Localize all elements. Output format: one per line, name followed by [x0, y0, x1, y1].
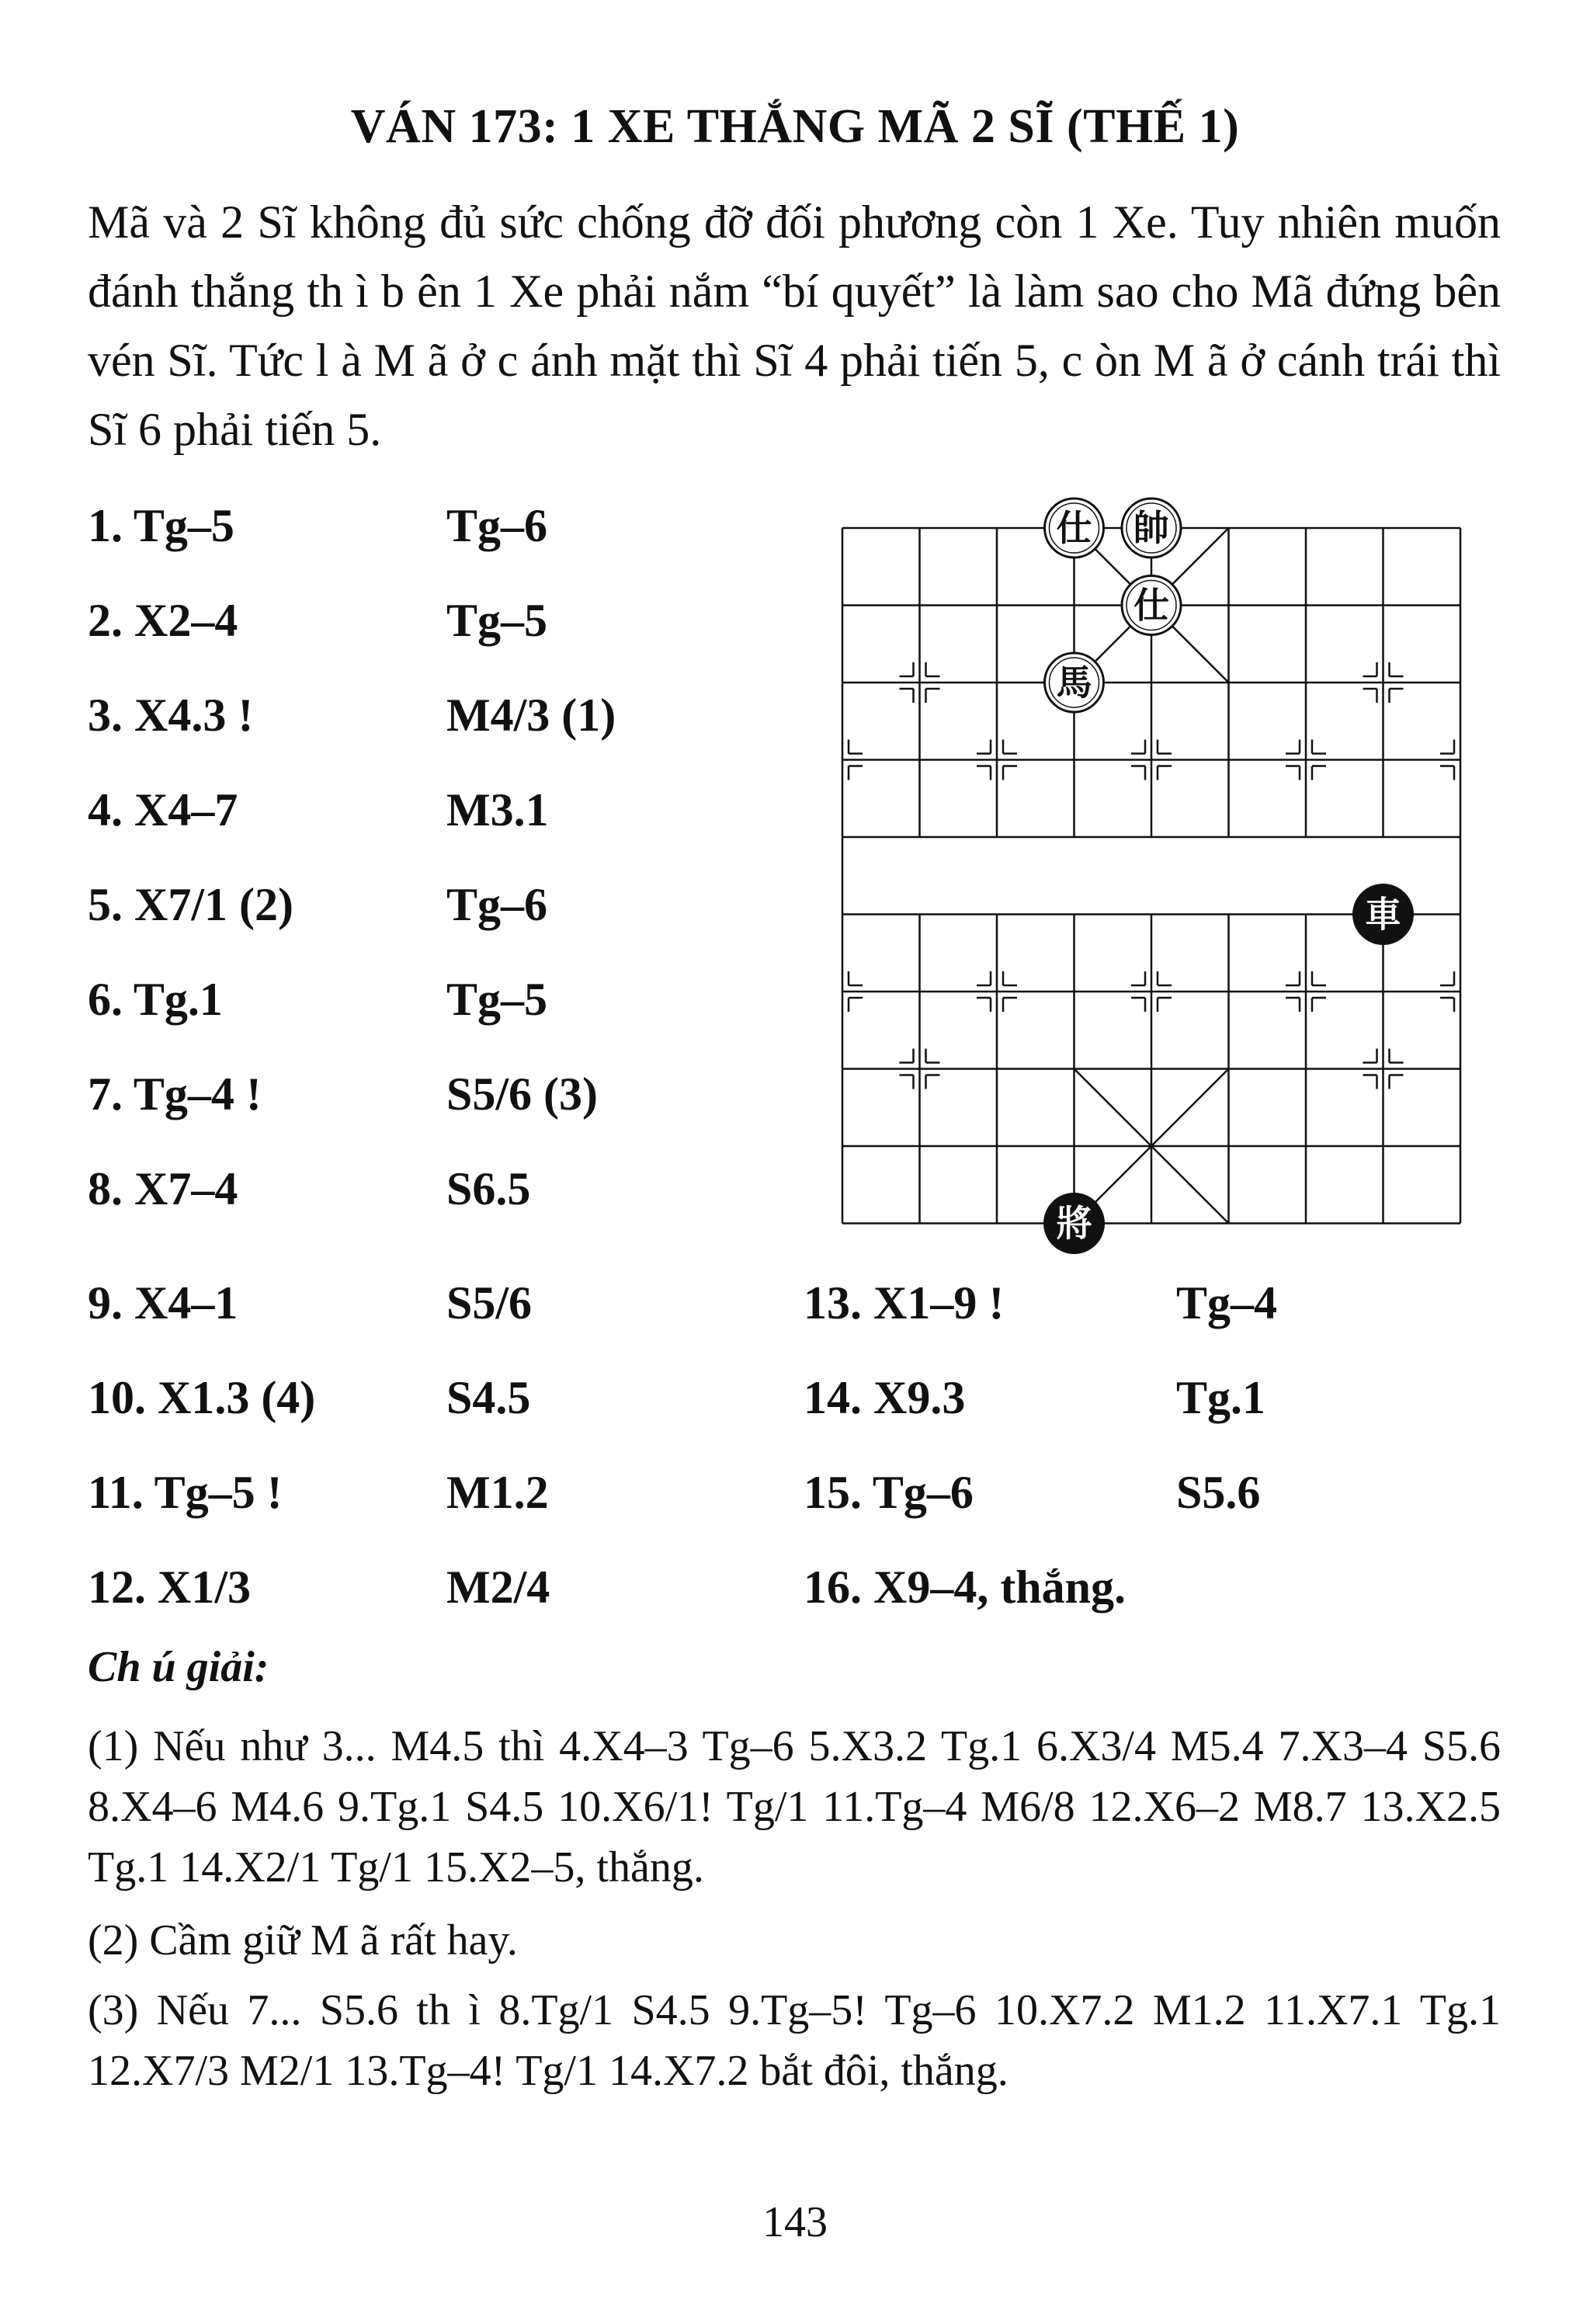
move-15-black: S5.6	[1176, 1467, 1261, 1518]
move-13-black: Tg–4	[1176, 1277, 1278, 1329]
move-14-white: 14. X9.3	[804, 1372, 966, 1423]
piece-glyph: 將	[1056, 1202, 1092, 1245]
note-3: (3) Nếu 7... S5.6 th ì 8.Tg/1 S4.5 9.Tg–5! Tg–6 10.X7.2 M1.2 11.X7.1 Tg.1 12.X7/3 M2/1 13.Tg–4! Tg/1 14.X7.2 bắt đôi, thắng.	[88, 1986, 1501, 2095]
move-8-white: 8. X7–4	[88, 1163, 238, 1214]
piece-glyph: 馬	[1056, 662, 1092, 703]
page-title: VÁN 173: 1 XE THẮNG MÃ 2 SĨ (THẾ 1)	[350, 100, 1240, 153]
move-12-white: 12. X1/3	[88, 1561, 251, 1613]
move-6-white: 6. Tg.1	[88, 974, 223, 1025]
move-8-black: S6.5	[446, 1163, 531, 1214]
xiangqi-board	[815, 489, 1514, 1281]
move-3-black: M4/3 (1)	[446, 690, 616, 741]
move-7-black: S5/6 (3)	[446, 1068, 598, 1120]
note-2: (2) Cầm giữ M ã rất hay.	[88, 1916, 518, 1964]
move-16-white: 16. X9–4, thắng.	[804, 1561, 1127, 1613]
black-piece	[1354, 885, 1413, 944]
move-11-black: M1.2	[446, 1467, 549, 1518]
move-1-white: 1. Tg–5	[88, 500, 234, 551]
piece-glyph: 車	[1365, 893, 1401, 936]
move-2-white: 2. X2–4	[88, 595, 238, 646]
piece-glyph: 仕	[1056, 507, 1092, 549]
note-1: (1) Nếu như 3... M4.5 thì 4.X4–3 Tg–6 5.X3.2 Tg.1 6.X3/4 M5.4 7.X3–4 S5.6 8.X4–6 M4.6 9.Tg.1 S4.5 10.X6/1! Tg/1 11.Tg–4 M6/8 12.X6–2 M8.7 13.X2.5 Tg.1 14.X2/1 Tg/1 15.X2–5, thắng.	[88, 1722, 1501, 1892]
move-2-black: Tg–5	[446, 595, 548, 646]
move-4-white: 4. X4–7	[88, 784, 238, 835]
piece-glyph: 帥	[1133, 507, 1169, 549]
piece-glyph: 仕	[1133, 584, 1169, 627]
red-piece	[1045, 653, 1104, 712]
page-number: 143	[762, 2198, 828, 2246]
intro-paragraph: Mã và 2 Sĩ không đủ sức chống đỡ đối phương còn 1 Xe. Tuy nhiên muốn đánh thắng th ì b ên 1 Xe phải nắm “bí quyết” là làm sao cho Mã đứng bên vén Sĩ. Tức l à M ã ở c ánh mặt thì Sĩ 4 phải tiến 5, c òn M ã ở cánh trái thì Sĩ 6 phải tiến 5.	[88, 196, 1501, 455]
black-piece	[1045, 1194, 1104, 1253]
move-11-white: 11. Tg–5 !	[88, 1467, 283, 1518]
move-1-black: Tg–6	[446, 500, 548, 551]
move-10-white: 10. X1.3 (4)	[88, 1372, 316, 1423]
move-9-white: 9. X4–1	[88, 1277, 238, 1329]
move-13-white: 13. X1–9 !	[804, 1277, 1005, 1329]
move-12-black: M2/4	[446, 1561, 550, 1613]
move-6-black: Tg–5	[446, 974, 548, 1025]
move-5-black: Tg–6	[446, 879, 548, 930]
notes-heading: Ch ú giải:	[88, 1643, 269, 1691]
move-3-white: 3. X4.3 !	[88, 690, 254, 741]
red-piece	[1122, 576, 1181, 635]
move-10-black: S4.5	[446, 1372, 531, 1423]
move-14-black: Tg.1	[1176, 1372, 1266, 1423]
move-5-white: 5. X7/1 (2)	[88, 879, 293, 930]
red-piece	[1122, 498, 1181, 558]
move-15-white: 15. Tg–6	[804, 1467, 974, 1518]
red-piece	[1045, 498, 1104, 558]
move-9-black: S5/6	[446, 1277, 533, 1329]
move-4-black: M3.1	[446, 784, 549, 835]
move-7-white: 7. Tg–4 !	[88, 1068, 262, 1120]
